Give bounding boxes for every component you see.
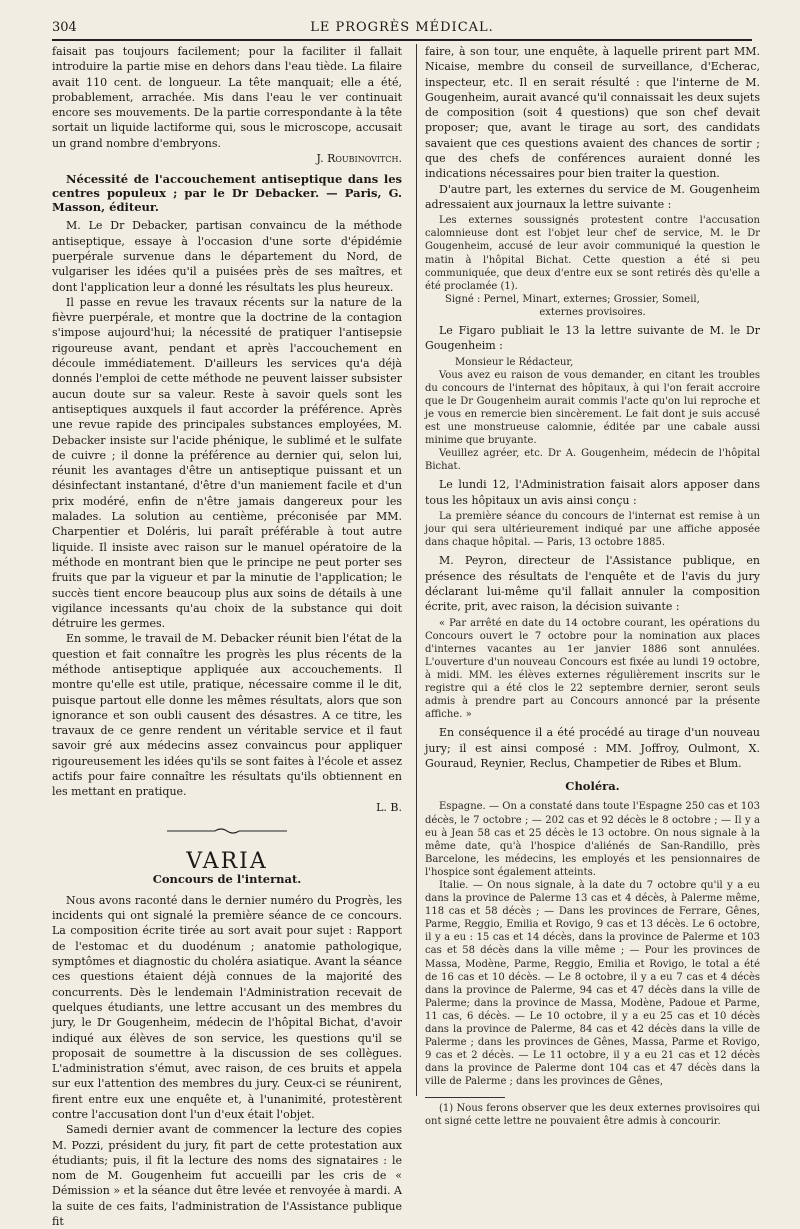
subsection-title: Concours de l'internat. bbox=[152, 871, 302, 886]
page-number: 304 bbox=[52, 20, 77, 35]
paragraph: Le lundi 12, l'Administration faisait alors apposer dans tous les hôpitaux un avis ainsi conçu : bbox=[425, 478, 760, 507]
quoted-letter bbox=[425, 356, 760, 474]
section-title: VARIA bbox=[186, 849, 268, 875]
paragraph: Nous avons raconté dans le dernier numéro du Progrès, les incidents qui ont signalé la première séance de ce concours. La composition écrite tirée au sort avait pour sujet : Rapport de l'estomac et du duodénum ; anatomie pathologique, symptômes et diagnostic du choléra asiatique. Avant la séance ces questions étaient déjà connues de la majorité des concurrents. Dès le lendemain l'Administration recevait de quelques étudiants, une lettre accusant un des membres du jury, le Dr Gougenheim, médecin de l'hôpital Bichat, d'avoir indiqué aux élèves de son service, les questions qu'il se proposait de soumettre à la discussion de ses collègues. L'administration s'émut, avec raison, de ces bruits et appela sur eux l'attention des membres du jury. Ceux-ci se réunirent, firent entre eux une enquête et, à l'unanimité, protestèrent contre l'accusation dont l'un d'eux était l'objet. bbox=[52, 893, 402, 1121]
signature: L. B. bbox=[376, 800, 402, 814]
footnote-rule bbox=[425, 1097, 505, 1098]
quote-text: Les externes soussignés protestent contre l'accusation calomnieuse dont est l'objet leur chef de service, M. le Dr Gougenheim, accusé de leur avoir communiqué la question le matin à l'hôpital Bichat. Cette question a été si peu communiquée, que deux d'entre eux se sont retirés dès qu'elle a été proclamée (1). bbox=[425, 215, 760, 292]
quote-text: Espagne. — On a constaté dans toute l'Espagne 250 cas et 103 décès, le 7 octobre ; — 202 cas et 92 décès le 8 octobre ; — Il y a eu à Jean 58 cas et 25 décès le 13 octobre. On nous signale à la même date, qu'à l'hospice d'aliénés de San-Randillo, près Barcelone, les médecins, les employés et les pensionnaires de l'hospice sont également atteints. bbox=[425, 801, 760, 878]
quoted-decree bbox=[425, 617, 760, 722]
quoted-letter bbox=[425, 214, 760, 319]
quoted-notice bbox=[425, 510, 760, 549]
subsection-title: Choléra. bbox=[565, 779, 620, 794]
footnote bbox=[425, 1102, 760, 1128]
paragraph: Le Figaro publiait le 13 la lettre suivante de M. le Dr Gougenheim : bbox=[425, 324, 760, 353]
ornament-divider bbox=[52, 825, 402, 840]
paragraph: D'autre part, les externes du service de M. Gougenheim adressaient aux journaux la lettre suivante : bbox=[425, 182, 760, 211]
paragraph: Il passe en revue les travaux récents sur la nature de la fièvre puerpérale, et montre que la doctrine de la contagion s'impose aujourd'hui; la nécessité de pratiquer l'antisepsie rigoureuse avant, pendant et après l'accouchement en découle immédiatement. D'ailleurs les services qu'a déjà donnés l'emploi de cette méthode ne peuvent laisser subsister aucun doute sur sa valeur. Reste à savoir quels sont les antiseptiques auxquels il faut accorder la préférence. Après une revue rapide des principales substances employées, M. Debacker insiste sur l'acide phénique, le sublimé et le sulfate de cuivre ; il donne la préférence au dernier qui, selon lui, réunit les avantages d'être un antiseptique puissant et un désinfectant instantané, d'être d'un maniement facile et d'un prix modéré, enfin de n'être jamais dangereux pour les malades. La solution au centième, préconisée par MM. Charpentier et Doléris, lui paraît préférable à tout autre liquide. Il insiste avec raison sur le manuel opératoire de la méthode en montrant bien que le principe ne peut porter ses fruits que par la vigueur et par la minutie de l'application; le succès tient encore beaucoup plus aux soins de détails à une vigilance incessants qu'au choix de la substance qui doit détruire les germes. bbox=[52, 295, 402, 631]
paragraph: faisait pas toujours facilement; pour la faciliter il fallait introduire la partie mise en dehors dans l'eau tiède. La filaire avait 110 cent. de longueur. La tête manquait; elle a été, probablement, arrachée. Mis dans l'eau le ver continuait encore ses mouvements. De la partie correspondante à la tête sortait un liquide lactiforme qui, sous le microscope, accusait un grand nombre d'embryons. bbox=[52, 45, 402, 150]
footnote-text: (1) Nous ferons observer que les deux externes provisoires qui ont signé cette lettre ne pouvaient être admis à concourir. bbox=[425, 1102, 760, 1127]
paragraph: Samedi dernier avant de commencer la lecture des copies M. Pozzi, président du jury, fit part de cette protestation aux étudiants; puis, il fit la lecture des noms des signataires : le nom de M. Gougenheim fut accueilli par les cris de « Démission » et la séance dut être levée et renvoyée à mardi. A la suite de ces faits, l'administration de l'Assistance publique fit bbox=[52, 1123, 402, 1229]
paragraph: M. Peyron, directeur de l'Assistance publique, en présence des résultats de l'enquête et de l'avis du jury déclarant lui-même qu'il fallait annuler la composition écrite, prit, avec raison, la décision suivante : bbox=[425, 554, 760, 614]
quote-text: Italie. — On nous signale, à la date du 7 octobre qu'il y a eu dans la province de Palerme 13 cas et 4 décès, à Palerme même, 118 cas et 58 décès ; — Dans les provinces de Ferrare, Gênes, Parme, Reggio, Emilia et Rovigo, 9 cas et 13 décès. Le 6 octobre, il y a eu : 15 cas et 14 décès, dans la province de Palerme et 103 cas et 58 décès dans la ville même ; — Pour les provinces de Massa, Modène, Parme, Reggio, Emilia et Rovigo, le total a été de 16 cas et 10 décès. — Le 8 octobre, il y a eu 7 cas et 4 décès dans la province de Palerme, 94 cas et 47 décès dans la ville de Palerme; dans la province de Massa, Modène, Padoue et Parme, 11 cas, 6 décès. — Le 10 octobre, il y a eu 25 cas et 10 décès dans la province de Palerme, 84 cas et 42 décès dans la ville de Palerme ; dans les provinces de Gênes, Massa, Parme et Rovigo, 9 cas et 2 décès. — Le 11 octobre, il y a eu 21 cas et 12 décès dans la province de Palerme dont 104 cas et 47 décès dans la ville de Palerme ; dans les provinces de Gênes, bbox=[425, 880, 760, 1088]
paragraph: M. Le Dr Debacker, partisan convaincu de la méthode antiseptique, essaye à l'occasion d'une sorte d'épidémie puerpérale survenue dans le département du Nord, de vulgariser les idées qu'il a puisées près de ses maîtres, et dont l'application leur a donné les résultats les plus heureux. bbox=[52, 219, 402, 294]
running-title: LE PROGRÈS MÉDICAL. bbox=[310, 20, 494, 35]
right-column bbox=[425, 44, 760, 1132]
page-header bbox=[52, 18, 752, 40]
salutation: Monsieur le Rédacteur, bbox=[455, 356, 574, 368]
quote-text: Vous avez eu raison de vous demander, en citant les troubles du concours de l'internat des hôpitaux, à qui l'on ferait accroire que le Dr Gougenheim aurait commis l'acte qu'on lui reproche et je vous en remercie bien sincèrement. Le fait dont je suis accusé est une monstrueuse calomnie, éditée par une cabale aussi minime que bruyante. bbox=[425, 369, 760, 447]
quote-signature: Signé : Pernel, Minart, externes; Grossier, Someil, bbox=[445, 293, 700, 305]
signature: J. Roubinovitch. bbox=[316, 152, 402, 166]
cholera-report bbox=[425, 800, 760, 1088]
paragraph: faire, à son tour, une enquête, à laquelle prirent part MM. Nicaise, membre du conseil de surveillance, d'Echerac, inspecteur, etc. Il en serait résulté : que l'interne de M. Gougenheim, aurait avancé qu'il connaissait les deux sujets de composition (soit 4 questions) que son chef devait proposer; que, avant le tirage au sort, des candidats savaient que ces questions avaient des chances de sortir ; que des chefs de conférences auraient donné les indications nécessaires pour bien traiter la question. bbox=[425, 45, 760, 181]
quote-signature: externes provisoires. bbox=[539, 306, 646, 318]
quote-text: Veuillez agréer, etc. Dr A. Gougenheim, médecin de l'hôpital Bichat. bbox=[425, 448, 760, 473]
quote-text: « Par arrêté en date du 14 octobre courant, les opérations du Concours ouvert le 7 octobre pour la nomination aux places d'internes vacantes au 1er janvier 1886 sont annulées. L'ouverture d'un nouveau Concours est fixée au lundi 19 octobre, à midi. MM. les élèves externes régulièrement inscrits sur le registre qui a été clos le 22 septembre dernier, seront seuls admis à prendre part au Concours annoncé par la présente affiche. » bbox=[425, 617, 760, 721]
review-heading: Nécessité de l'accouchement antiseptique dans les centres populeux ; par le Dr Debacker. — Paris, G. Masson, éditeur. bbox=[52, 172, 402, 215]
column-divider bbox=[416, 44, 417, 1096]
quote-text: La première séance du concours de l'internat est remise à un jour qui sera ultérieurement indiqué par une affiche apposée dans chaque hôpital. — Paris, 13 octobre 1885. bbox=[425, 511, 760, 549]
header-rule bbox=[52, 39, 752, 41]
paragraph: En conséquence il a été procédé au tirage d'un nouveau jury; il est ainsi composé : MM. Joffroy, Oulmont, X. Gouraud, Reynier, Reclus, Champetier de Ribes et Blum. bbox=[425, 726, 760, 770]
paragraph: En somme, le travail de M. Debacker réunit bien l'état de la question et fait connaître les progrès les plus récents de la méthode antiseptique appliquée aux accouchements. Il montre qu'elle est utile, pratique, nécessaire comme il le dit, puisque partout elle donne les mêmes résultats, alors que son ignorance et son oubli causent des désastres. A ce titre, les travaux de ce genre rendent un véritable service et il faut savoir gré aux médecins assez convaincus pour appliquer rigoureusement les idées qu'ils se sont faites à l'école et assez actifs pour faire connaître les résultats qu'ils obtiennent en les mettant en pratique. bbox=[52, 632, 402, 799]
left-column bbox=[52, 44, 402, 1229]
